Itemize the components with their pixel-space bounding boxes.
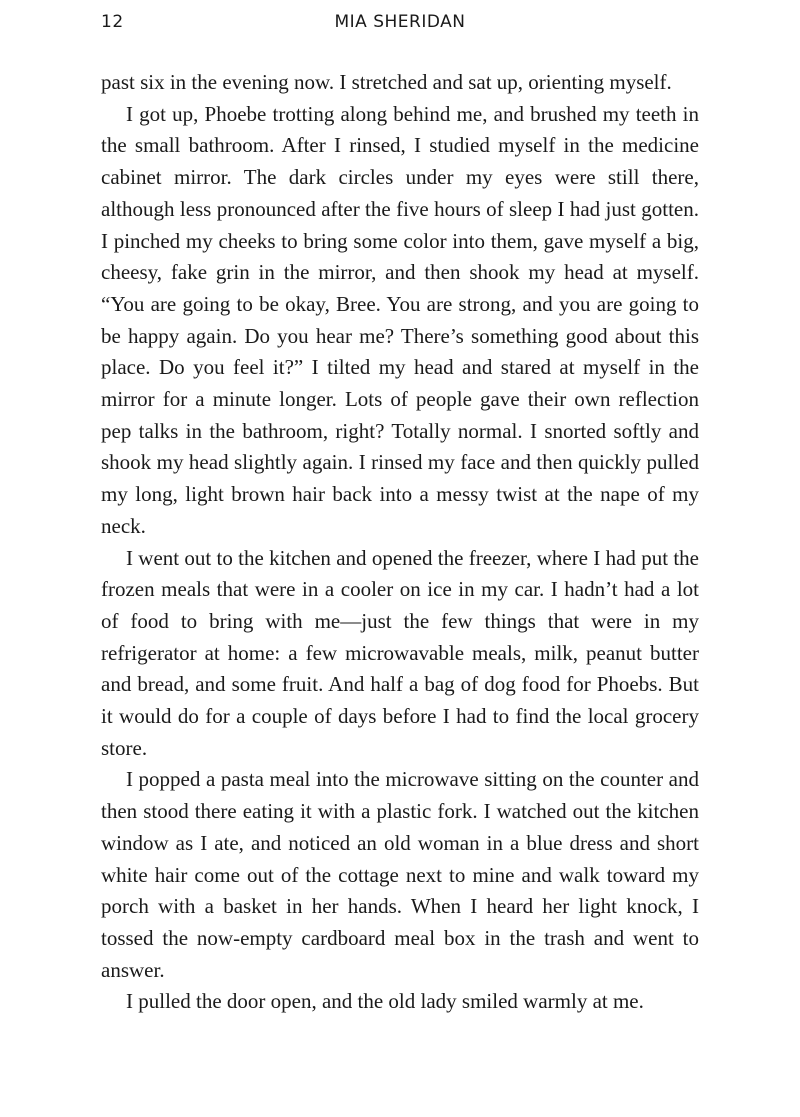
paragraph: I got up, Phoebe trotting along behind me, and brushed my teeth in the small bathroom. After I rinsed, I studied myself in the medicine cabinet mirror. The dark circles under my eyes were still there, although less pronounced after the five hours of sleep I had just gotten. I pinched my cheeks to bring some color into them, gave myself a big, cheesy, fake grin in the mirror, and then shook my head at myself. “You are going to be okay, Bree. You are strong, and you are going to be happy again. Do you hear me? There’s something good about this place. Do you feel it?” I tilted my head and stared at myself in the mirror for a minute longer. Lots of people gave their own reflection pep talks in the bathroom, right? Totally normal. I snorted softly and shook my head slightly again. I rinsed my face and then quickly pulled my long, light brown hair back into a messy twist at the nape of my neck. bbox=[101, 101, 699, 538]
paragraph: I went out to the kitchen and opened the freezer, where I had put the frozen meals that were in a cooler on ice in my car. I hadn’t had a lot of food to bring with me—just the few things that were in my refrigerator at home: a few microwavable meals, milk, peanut butter and bread, and some fruit. And half a bag of dog food for Phoebs. But it would do for a couple of days before I had to find the local grocery store. bbox=[101, 545, 699, 760]
paragraph: I pulled the door open, and the old lady smiled warmly at me. bbox=[126, 989, 644, 1014]
author-name: MIA SHERIDAN bbox=[334, 12, 466, 32]
page-number: 12 bbox=[101, 12, 124, 32]
paragraph-continued: past six in the evening now. I stretched and sat up, orienting myself. bbox=[101, 70, 672, 94]
paragraph: I popped a pasta meal into the microwave sitting on the counter and then stood there eating it with a plastic fork. I watched out the kitchen window as I ate, and noticed an old woman in a blue dress and short white hair come out of the cottage next to mine and walk toward my porch with a basket in her hands. When I heard her light knock, I tossed the now-empty cardboard meal box in the trash and went to answer. bbox=[101, 767, 699, 982]
running-head bbox=[101, 12, 699, 38]
body-text bbox=[101, 67, 699, 1018]
